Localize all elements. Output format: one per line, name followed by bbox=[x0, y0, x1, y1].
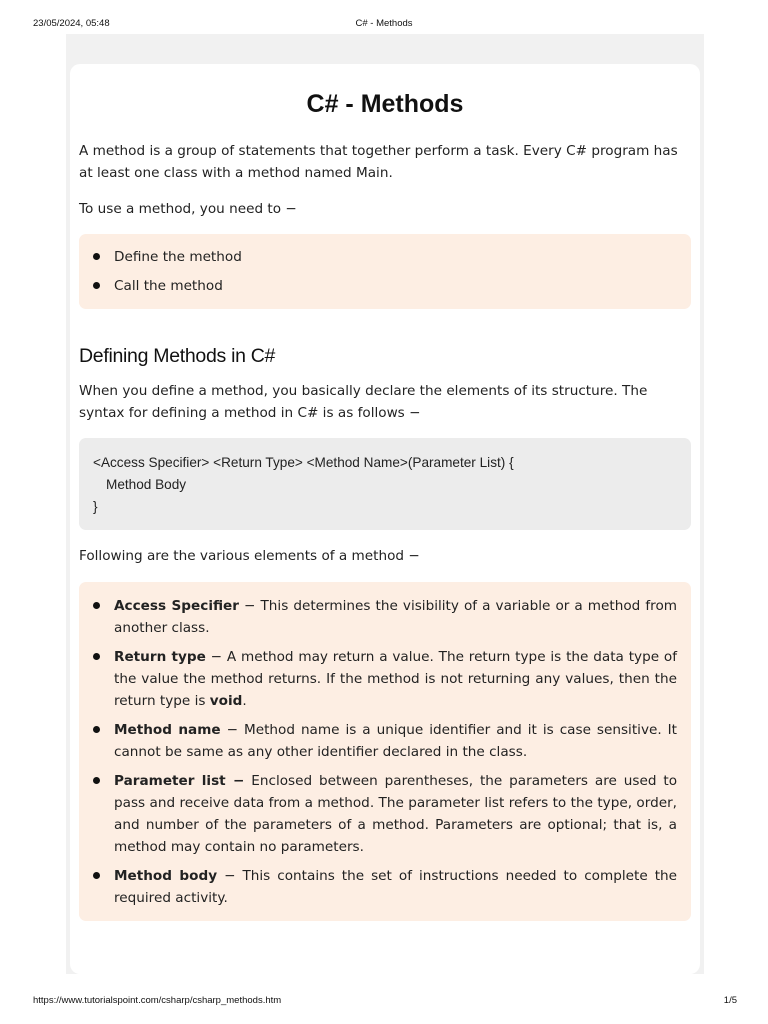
article-title: C# - Methods bbox=[306, 90, 464, 118]
step-label: Call the method bbox=[114, 278, 223, 294]
element-term: Access Specifier bbox=[114, 598, 239, 614]
code-line-1: <Access Specifier> <Return Type> <Method Name>(Parameter List) { bbox=[93, 455, 514, 470]
code-line-3: } bbox=[93, 499, 98, 514]
intro-paragraph: A method is a group of statements that together perform a task. Every C# program has at least one class with a method named Main. bbox=[79, 143, 678, 181]
bullet-icon bbox=[93, 602, 100, 609]
section-heading: Defining Methods in C# bbox=[79, 345, 276, 367]
element-description: − Method name is a unique identifier and it is case sensitive. It cannot be same as any other identifier declared in the class. bbox=[114, 722, 677, 760]
print-header bbox=[0, 18, 768, 32]
element-term: Method body bbox=[114, 868, 218, 884]
element-description: Enclosed between parentheses, the parameters are used to pass and receive data from a method. The parameter list refers to the type, order, and number of the parameters of a method. Parameters are optional; that is, a method may contain no parameters. bbox=[114, 773, 678, 855]
list-item bbox=[93, 246, 677, 268]
section-intro-paragraph: When you define a method, you basically declare the elements of its structure. The syntax for defining a method in C# is as follows − bbox=[79, 383, 648, 421]
elements-list bbox=[93, 595, 677, 909]
element-description-end: . bbox=[242, 693, 247, 709]
list-item bbox=[93, 275, 677, 297]
article-card bbox=[70, 64, 700, 974]
step-label: Define the method bbox=[114, 249, 242, 265]
bullet-icon bbox=[93, 653, 100, 660]
bullet-icon bbox=[93, 777, 100, 784]
element-term: Parameter list − bbox=[114, 773, 245, 789]
bullet-icon bbox=[93, 726, 100, 733]
steps-list bbox=[93, 246, 677, 297]
steps-box bbox=[79, 234, 691, 309]
bullet-icon bbox=[93, 253, 100, 260]
bullet-icon bbox=[93, 282, 100, 289]
list-item bbox=[93, 865, 677, 909]
element-term: Method name bbox=[114, 722, 221, 738]
list-item bbox=[93, 770, 677, 858]
print-page-title: C# - Methods bbox=[355, 18, 413, 29]
print-footer bbox=[0, 995, 768, 1009]
code-line-2: Method Body bbox=[106, 477, 187, 492]
element-description: − A method may return a value. The return type is the data type of the value the method returns. If the method is not returning any values, then the return type is bbox=[114, 649, 677, 709]
elements-box bbox=[79, 582, 691, 921]
element-term: Return type bbox=[114, 649, 206, 665]
void-keyword: void bbox=[209, 693, 243, 709]
element-description: − This determines the visibility of a variable or a method from another class. bbox=[114, 598, 677, 636]
list-item bbox=[93, 719, 677, 763]
print-page-number: 1/5 bbox=[723, 995, 737, 1006]
list-item bbox=[93, 595, 677, 639]
bullet-icon bbox=[93, 872, 100, 879]
list-item bbox=[93, 646, 677, 712]
print-datetime: 23/05/2024, 05:48 bbox=[33, 18, 110, 29]
print-url: https://www.tutorialspoint.com/csharp/csharp_methods.htm bbox=[33, 995, 282, 1006]
use-intro-paragraph: To use a method, you need to − bbox=[79, 201, 297, 217]
code-block bbox=[79, 438, 691, 530]
element-description: − This contains the set of instructions needed to complete the required activity. bbox=[114, 868, 678, 906]
elements-intro-paragraph: Following are the various elements of a method − bbox=[79, 548, 420, 564]
